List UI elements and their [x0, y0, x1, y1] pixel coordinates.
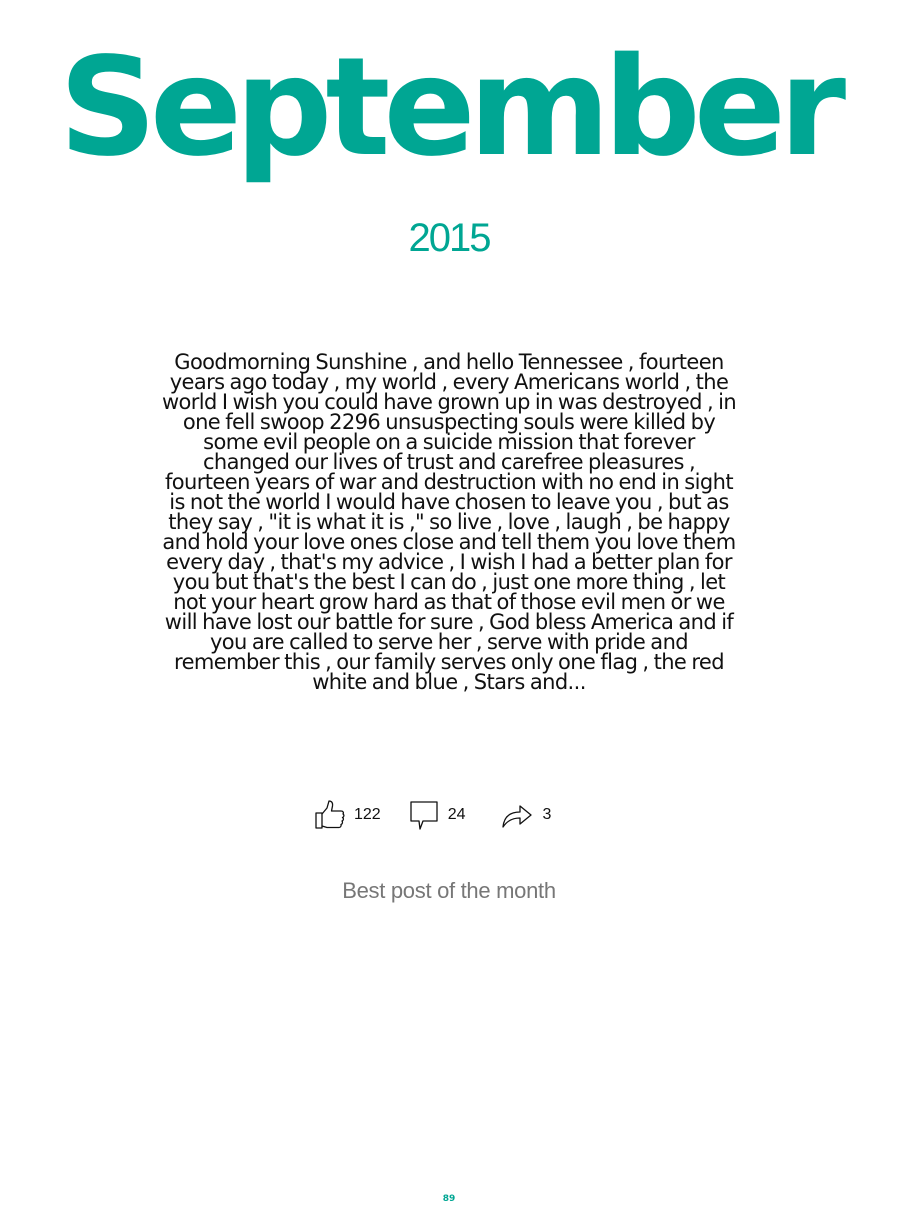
page-number: 89: [442, 1194, 456, 1204]
caption: Best post of the month: [342, 878, 556, 903]
year-subtitle: 2015: [408, 216, 490, 260]
post-text: Goodmorning Sunshine , and hello Tennessee , fourteen years ago today , my world , every Americans world , the world I wish you could have grown up in was destroyed , in one fell swoop 2296 unsuspecting souls were killed by some evil people on a suicide mission that forever changed our lives of trust and carefree pleasures , fourteen years of war and destruction with no end in sight is not the world I would have chosen to leave you , but as they say , "it is what it is ," so live , love , laugh , be happy and hold your love ones close and tell them you love them every day , that's my advice , I wish I had a better plan for you but that's the best I can do , just one more thing , let not your heart grow hard as that of those evil men or we will have lost our battle for sure , God bless America and if you are called to serve her , serve with pride and remember this , our family serves only one flag , the red white and blue , Stars and...: [161, 350, 737, 694]
speech-bubble-icon: [408, 799, 440, 831]
likes-stat: [314, 799, 381, 831]
comments-stat: [408, 799, 466, 831]
shares-stat: [501, 799, 552, 831]
thumbs-up-icon: [314, 799, 346, 831]
comments-count: 24: [447, 806, 466, 823]
month-title: September: [58, 29, 840, 187]
likes-count: 122: [354, 806, 381, 823]
post-stats: [314, 798, 551, 832]
share-arrow-icon: [501, 799, 533, 831]
shares-count: 3: [542, 806, 552, 823]
